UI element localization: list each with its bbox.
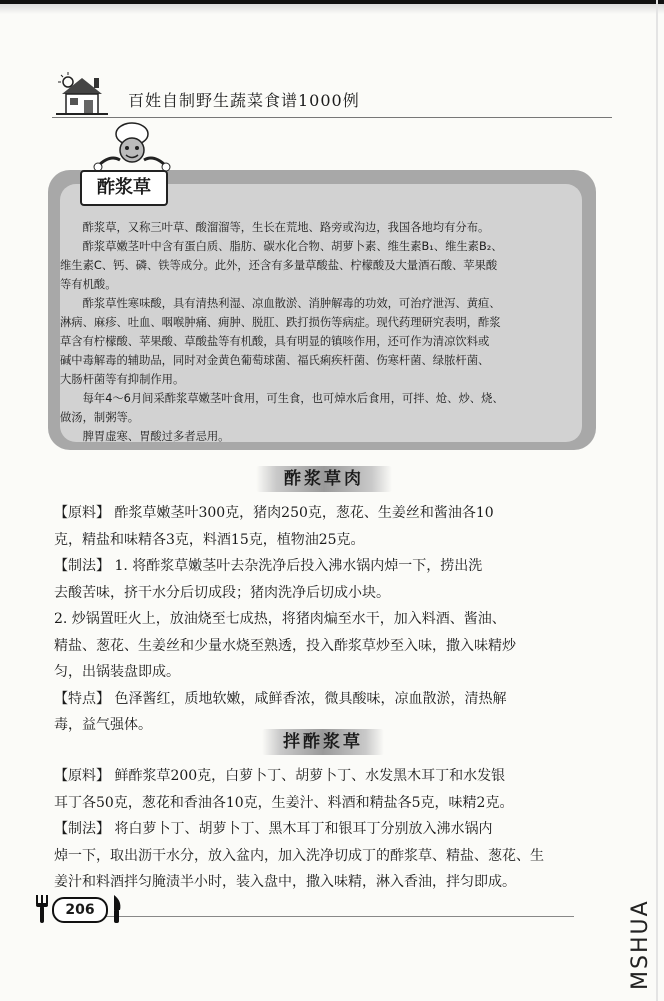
intro-line: 淋病、麻疹、吐血、咽喉肿痛、痈肿、脱肛、跌打损伤等病症。现代药理研究表明，酢浆 bbox=[60, 316, 501, 329]
running-header bbox=[52, 70, 392, 118]
intro-line: 维生素C、钙、磷、铁等成分。此外，还含有多量草酸盐、柠檬酸及大量酒石酸、苹果酸 bbox=[60, 259, 498, 272]
recipe-line: 焯一下，取出沥干水分，放入盆内，加入洗净切成丁的酢浆草、精盐、葱花、生 bbox=[54, 847, 544, 864]
page-number: 206 bbox=[52, 897, 108, 923]
recipe-line: 匀，出锅装盘即成。 bbox=[54, 664, 180, 680]
intro-line: 酢浆草嫩茎叶中含有蛋白质、脂肪、碳水化合物、胡萝卜素、维生素B₁、维生素B₂、 bbox=[82, 240, 503, 253]
recipe-line: 克，精盐和味精各3克，料酒15克，植物油25克。 bbox=[54, 531, 365, 548]
intro-line: 草含有柠檬酸、苹果酸、草酸盐等有机酸，具有明显的镇咳作用，还可作为清凉饮料或 bbox=[60, 335, 490, 348]
recipe-line: 【制法】 将白萝卜丁、胡萝卜丁、黑木耳丁和银耳丁分别放入沸水锅内 bbox=[54, 821, 493, 837]
intro-line: 等有机酸。 bbox=[60, 278, 117, 291]
watermark: MSHUA bbox=[628, 899, 653, 990]
page-footer bbox=[30, 893, 130, 923]
house-icon bbox=[52, 70, 110, 116]
intro-line: 酢浆草，又称三叶草、酸溜溜等，生长在荒地、路旁或沟边，我国各地均有分布。 bbox=[82, 221, 490, 234]
intro-text bbox=[60, 218, 582, 446]
recipe-line: 精盐、葱花、生姜丝和少量水烧至熟透，投入酢浆草炒至入味，撒入味精炒 bbox=[54, 637, 516, 654]
section-tag: 酢浆草 bbox=[80, 170, 168, 206]
footer-rule bbox=[54, 916, 574, 917]
recipe-body bbox=[54, 500, 610, 739]
recipe-title: 酢浆草肉 bbox=[256, 466, 392, 492]
intro-line: 大肠杆菌等有抑制作用。 bbox=[60, 373, 185, 386]
intro-line: 做汤，制粥等。 bbox=[60, 411, 140, 424]
recipe-line: 毒，益气强体。 bbox=[54, 717, 152, 733]
intro-line: 酢浆草性寒味酸，具有清热利湿、凉血散淤、消肿解毒的功效，可治疗泄泻、黄疸、 bbox=[82, 297, 501, 310]
recipe-line: 耳丁各50克，葱花和香油各10克，生姜汁、料酒和精盐各5克，味精2克。 bbox=[54, 794, 514, 811]
recipe-line: 2. 炒锅置旺火上，放油烧至七成热，将猪肉煸至水干，加入料酒、酱油、 bbox=[54, 611, 506, 627]
header-rule bbox=[52, 117, 612, 118]
top-edge-shade bbox=[0, 4, 664, 14]
book-title: 百姓自制野生蔬菜食谱1000例 bbox=[128, 91, 360, 110]
intro-line: 脾胃虚寒、胃酸过多者忌用。 bbox=[82, 430, 230, 443]
recipe-line: 【特点】 色泽酱红，质地软嫩，咸鲜香浓，微具酸味，凉血散淤，清热解 bbox=[54, 690, 507, 707]
recipe-line: 姜汁和料酒拌匀腌渍半小时，装入盘中，撒入味精，淋入香油，拌匀即成。 bbox=[54, 874, 516, 890]
scan-edge bbox=[656, 0, 658, 1001]
recipe-line: 【制法】 1. 将酢浆草嫩茎叶去杂洗净后投入沸水锅内焯一下，捞出洗 bbox=[54, 558, 483, 574]
intro-line: 碱中毒解毒的辅助品，同时对金黄色葡萄球菌、福氏痢疾杆菌、伤寒杆菌、绿脓杆菌、 bbox=[60, 354, 490, 367]
recipe-title: 拌酢浆草 bbox=[262, 729, 384, 755]
fork-icon bbox=[34, 895, 50, 923]
recipe-line: 【原料】 鲜酢浆草200克，白萝卜丁、胡萝卜丁、水发黑木耳丁和水发银 bbox=[54, 768, 506, 784]
intro-line: 每年4～6月间采酢浆草嫩茎叶食用，可生食，也可焯水后食用，可拌、炝、炒、烧、 bbox=[82, 392, 504, 405]
knife-icon bbox=[110, 895, 124, 923]
recipe-line: 【原料】 酢浆草嫩茎叶300克，猪肉250克，葱花、生姜丝和酱油各10 bbox=[54, 505, 494, 521]
recipe-line: 去酸苦味，挤干水分后切成段；猪肉洗净后切成小块。 bbox=[54, 584, 390, 601]
recipe-body bbox=[54, 763, 610, 896]
